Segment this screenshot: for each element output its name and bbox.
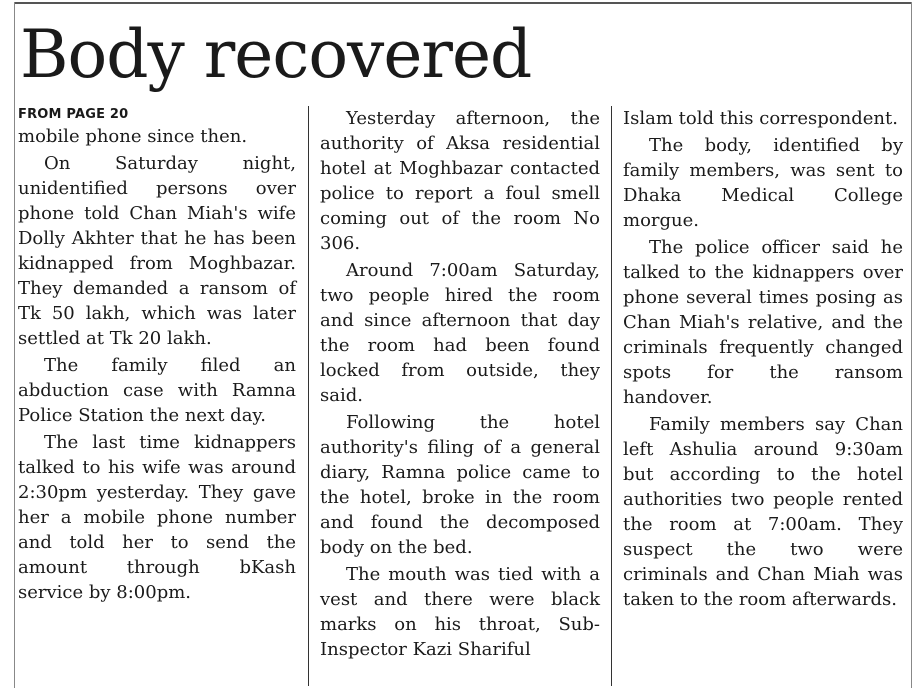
column-divider <box>611 106 612 686</box>
left-border <box>14 2 15 688</box>
paragraph: Yesterday afternoon, the authority of Aksa residential hotel at Moghbazar contacted police to report a foul smell coming out of the room No 306. <box>320 108 600 254</box>
paragraph: The last time kidnappers talked to his wife was around 2:30pm yesterday. They gave her a mobile phone number and told her to send the amount through bKash service by 8:00pm. <box>18 432 296 603</box>
top-rule <box>14 2 912 4</box>
paragraph: Islam told this correspondent. <box>623 108 898 129</box>
article-column-1 <box>18 106 296 607</box>
paragraph: mobile phone since then. <box>18 126 248 147</box>
article-column-2 <box>320 106 600 664</box>
right-border <box>911 2 912 688</box>
headline: Body recovered <box>20 16 532 93</box>
paragraph: The police officer said he talked to the kidnappers over phone several times posing as Chan Miah's relative, and the criminals frequently changed spots for the ransom handover. <box>623 237 903 408</box>
paragraph: Following the hotel authority's filing of a general diary, Ramna police came to the hotel, broke in the room and found the decomposed body on the bed. <box>320 412 600 558</box>
paragraph: On Saturday night, unidentified persons over phone told Chan Miah's wife Dolly Akhter that he has been kidnapped from Moghbazar. They demanded a ransom of Tk 50 lakh, which was later settled at Tk 20 lakh. <box>18 153 296 349</box>
article-column-3 <box>623 106 903 614</box>
paragraph: The body, identified by family members, was sent to Dhaka Medical College morgue. <box>623 135 903 231</box>
column-divider <box>308 106 309 686</box>
paragraph: The mouth was tied with a vest and there were black marks on his throat, Sub-Inspector Kazi Shariful <box>320 564 600 660</box>
paragraph: Family members say Chan left Ashulia around 9:30am but according to the hotel authorities two people rented the room at 7:00am. They suspect the two were criminals and Chan Miah was taken to the room afterwards. <box>623 414 903 610</box>
kicker: FROM PAGE 20 <box>18 107 129 122</box>
paragraph: The family filed an abduction case with Ramna Police Station the next day. <box>18 355 296 426</box>
paragraph: Around 7:00am Saturday, two people hired the room and since afternoon that day the room had been found locked from outside, they said. <box>320 260 600 406</box>
